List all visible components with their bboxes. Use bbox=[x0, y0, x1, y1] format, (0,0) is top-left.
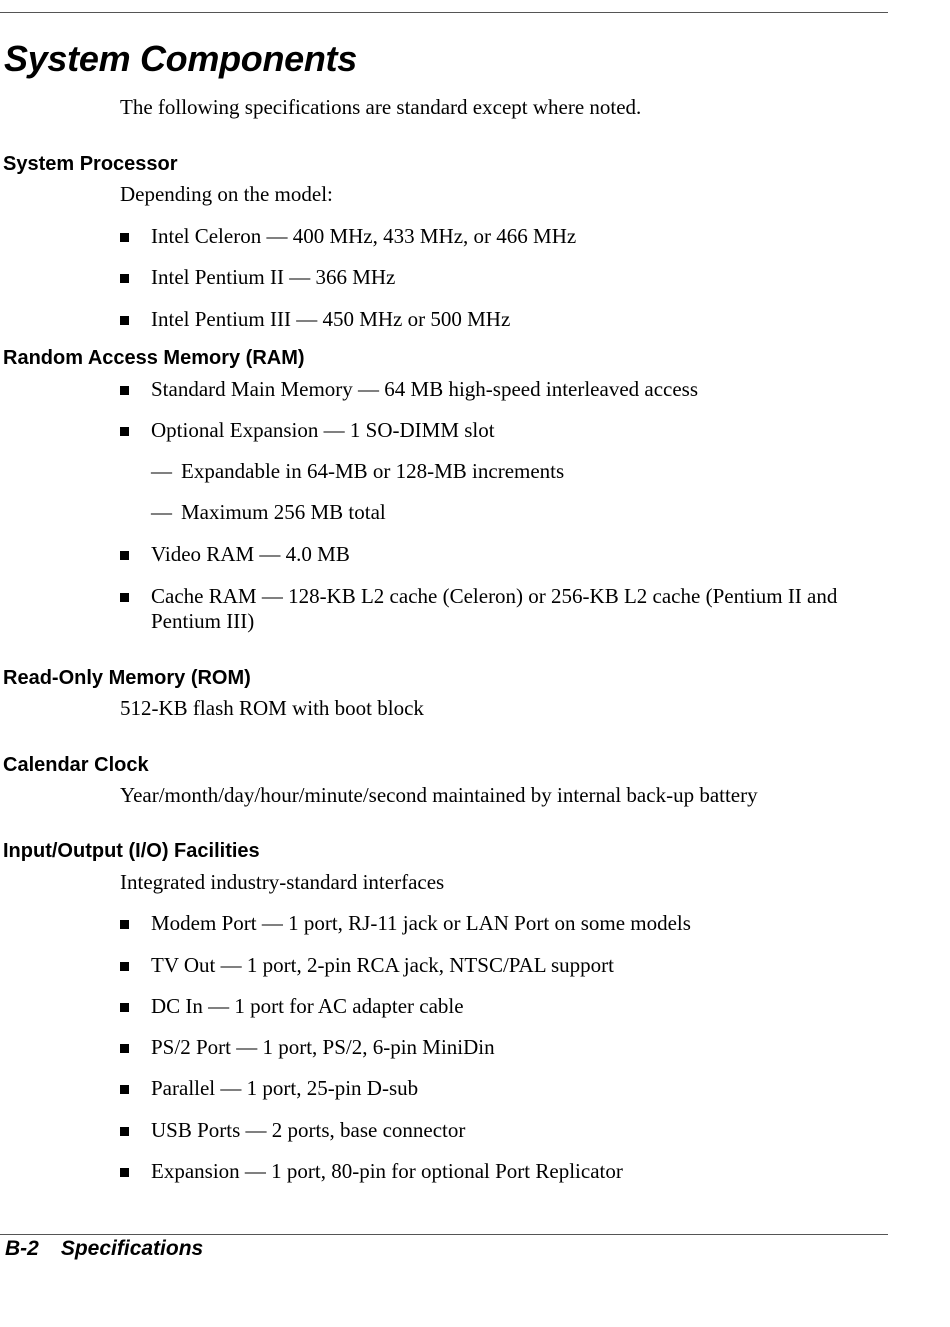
square-bullet-icon bbox=[120, 1127, 129, 1136]
rom-text: 512-KB flash ROM with boot block bbox=[120, 696, 424, 720]
square-bullet-icon bbox=[120, 551, 129, 560]
square-bullet-icon bbox=[120, 962, 129, 971]
intro-text: The following specifications are standard except where noted. bbox=[120, 95, 642, 119]
list-item: Intel Pentium III — 450 MHz or 500 MHz bbox=[120, 307, 880, 332]
section-heading-clock: Calendar Clock bbox=[3, 754, 149, 776]
chapter-title: Specifications bbox=[60, 1237, 204, 1260]
list-item: Cache RAM — 128-KB L2 cache (Celeron) or 256-KB L2 cache (Pentium II and Pentium III) bbox=[120, 584, 880, 634]
list-item: Video RAM — 4.0 MB bbox=[120, 542, 880, 567]
dash-bullet-icon: — bbox=[151, 459, 172, 483]
square-bullet-icon bbox=[120, 1085, 129, 1094]
page-footer bbox=[5, 1237, 203, 1261]
processor-lead: Depending on the model: bbox=[120, 182, 333, 206]
list-item: PS/2 Port — 1 port, PS/2, 6-pin MiniDin bbox=[120, 1035, 880, 1060]
page-title: System Components bbox=[4, 38, 357, 79]
list-item: Intel Pentium II — 366 MHz bbox=[120, 265, 880, 290]
square-bullet-icon bbox=[120, 316, 129, 325]
square-bullet-icon bbox=[120, 274, 129, 283]
page-number: B-2 bbox=[5, 1237, 39, 1260]
top-rule bbox=[0, 12, 888, 13]
list-item: Optional Expansion — 1 SO-DIMM slot bbox=[120, 418, 880, 443]
square-bullet-icon bbox=[120, 1168, 129, 1177]
section-heading-io: Input/Output (I/O) Facilities bbox=[3, 840, 260, 862]
dash-bullet-icon: — bbox=[151, 500, 172, 524]
list-item: Standard Main Memory — 64 MB high-speed interleaved access bbox=[120, 377, 880, 402]
section-heading-ram: Random Access Memory (RAM) bbox=[3, 347, 305, 369]
list-item: Parallel — 1 port, 25-pin D-sub bbox=[120, 1076, 880, 1101]
sub-list-item: — Expandable in 64-MB or 128-MB increments bbox=[151, 459, 565, 483]
list-item: TV Out — 1 port, 2-pin RCA jack, NTSC/PAL support bbox=[120, 953, 880, 978]
section-heading-rom: Read-Only Memory (ROM) bbox=[3, 667, 251, 689]
section-heading-processor: System Processor bbox=[3, 153, 178, 175]
list-item: Intel Celeron — 400 MHz, 433 MHz, or 466 MHz bbox=[120, 224, 880, 249]
bottom-rule bbox=[0, 1234, 888, 1235]
list-item: USB Ports — 2 ports, base connector bbox=[120, 1118, 880, 1143]
square-bullet-icon bbox=[120, 1044, 129, 1053]
sub-list-item: — Maximum 256 MB total bbox=[151, 500, 386, 524]
square-bullet-icon bbox=[120, 920, 129, 929]
square-bullet-icon bbox=[120, 593, 129, 602]
clock-text: Year/month/day/hour/minute/second maintained by internal back-up battery bbox=[120, 783, 758, 807]
square-bullet-icon bbox=[120, 233, 129, 242]
list-item: Modem Port — 1 port, RJ-11 jack or LAN Port on some models bbox=[120, 911, 880, 936]
list-item: DC In — 1 port for AC adapter cable bbox=[120, 994, 880, 1019]
io-lead: Integrated industry-standard interfaces bbox=[120, 870, 445, 894]
square-bullet-icon bbox=[120, 427, 129, 436]
list-item: Expansion — 1 port, 80-pin for optional Port Replicator bbox=[120, 1159, 880, 1184]
square-bullet-icon bbox=[120, 386, 129, 395]
square-bullet-icon bbox=[120, 1003, 129, 1012]
